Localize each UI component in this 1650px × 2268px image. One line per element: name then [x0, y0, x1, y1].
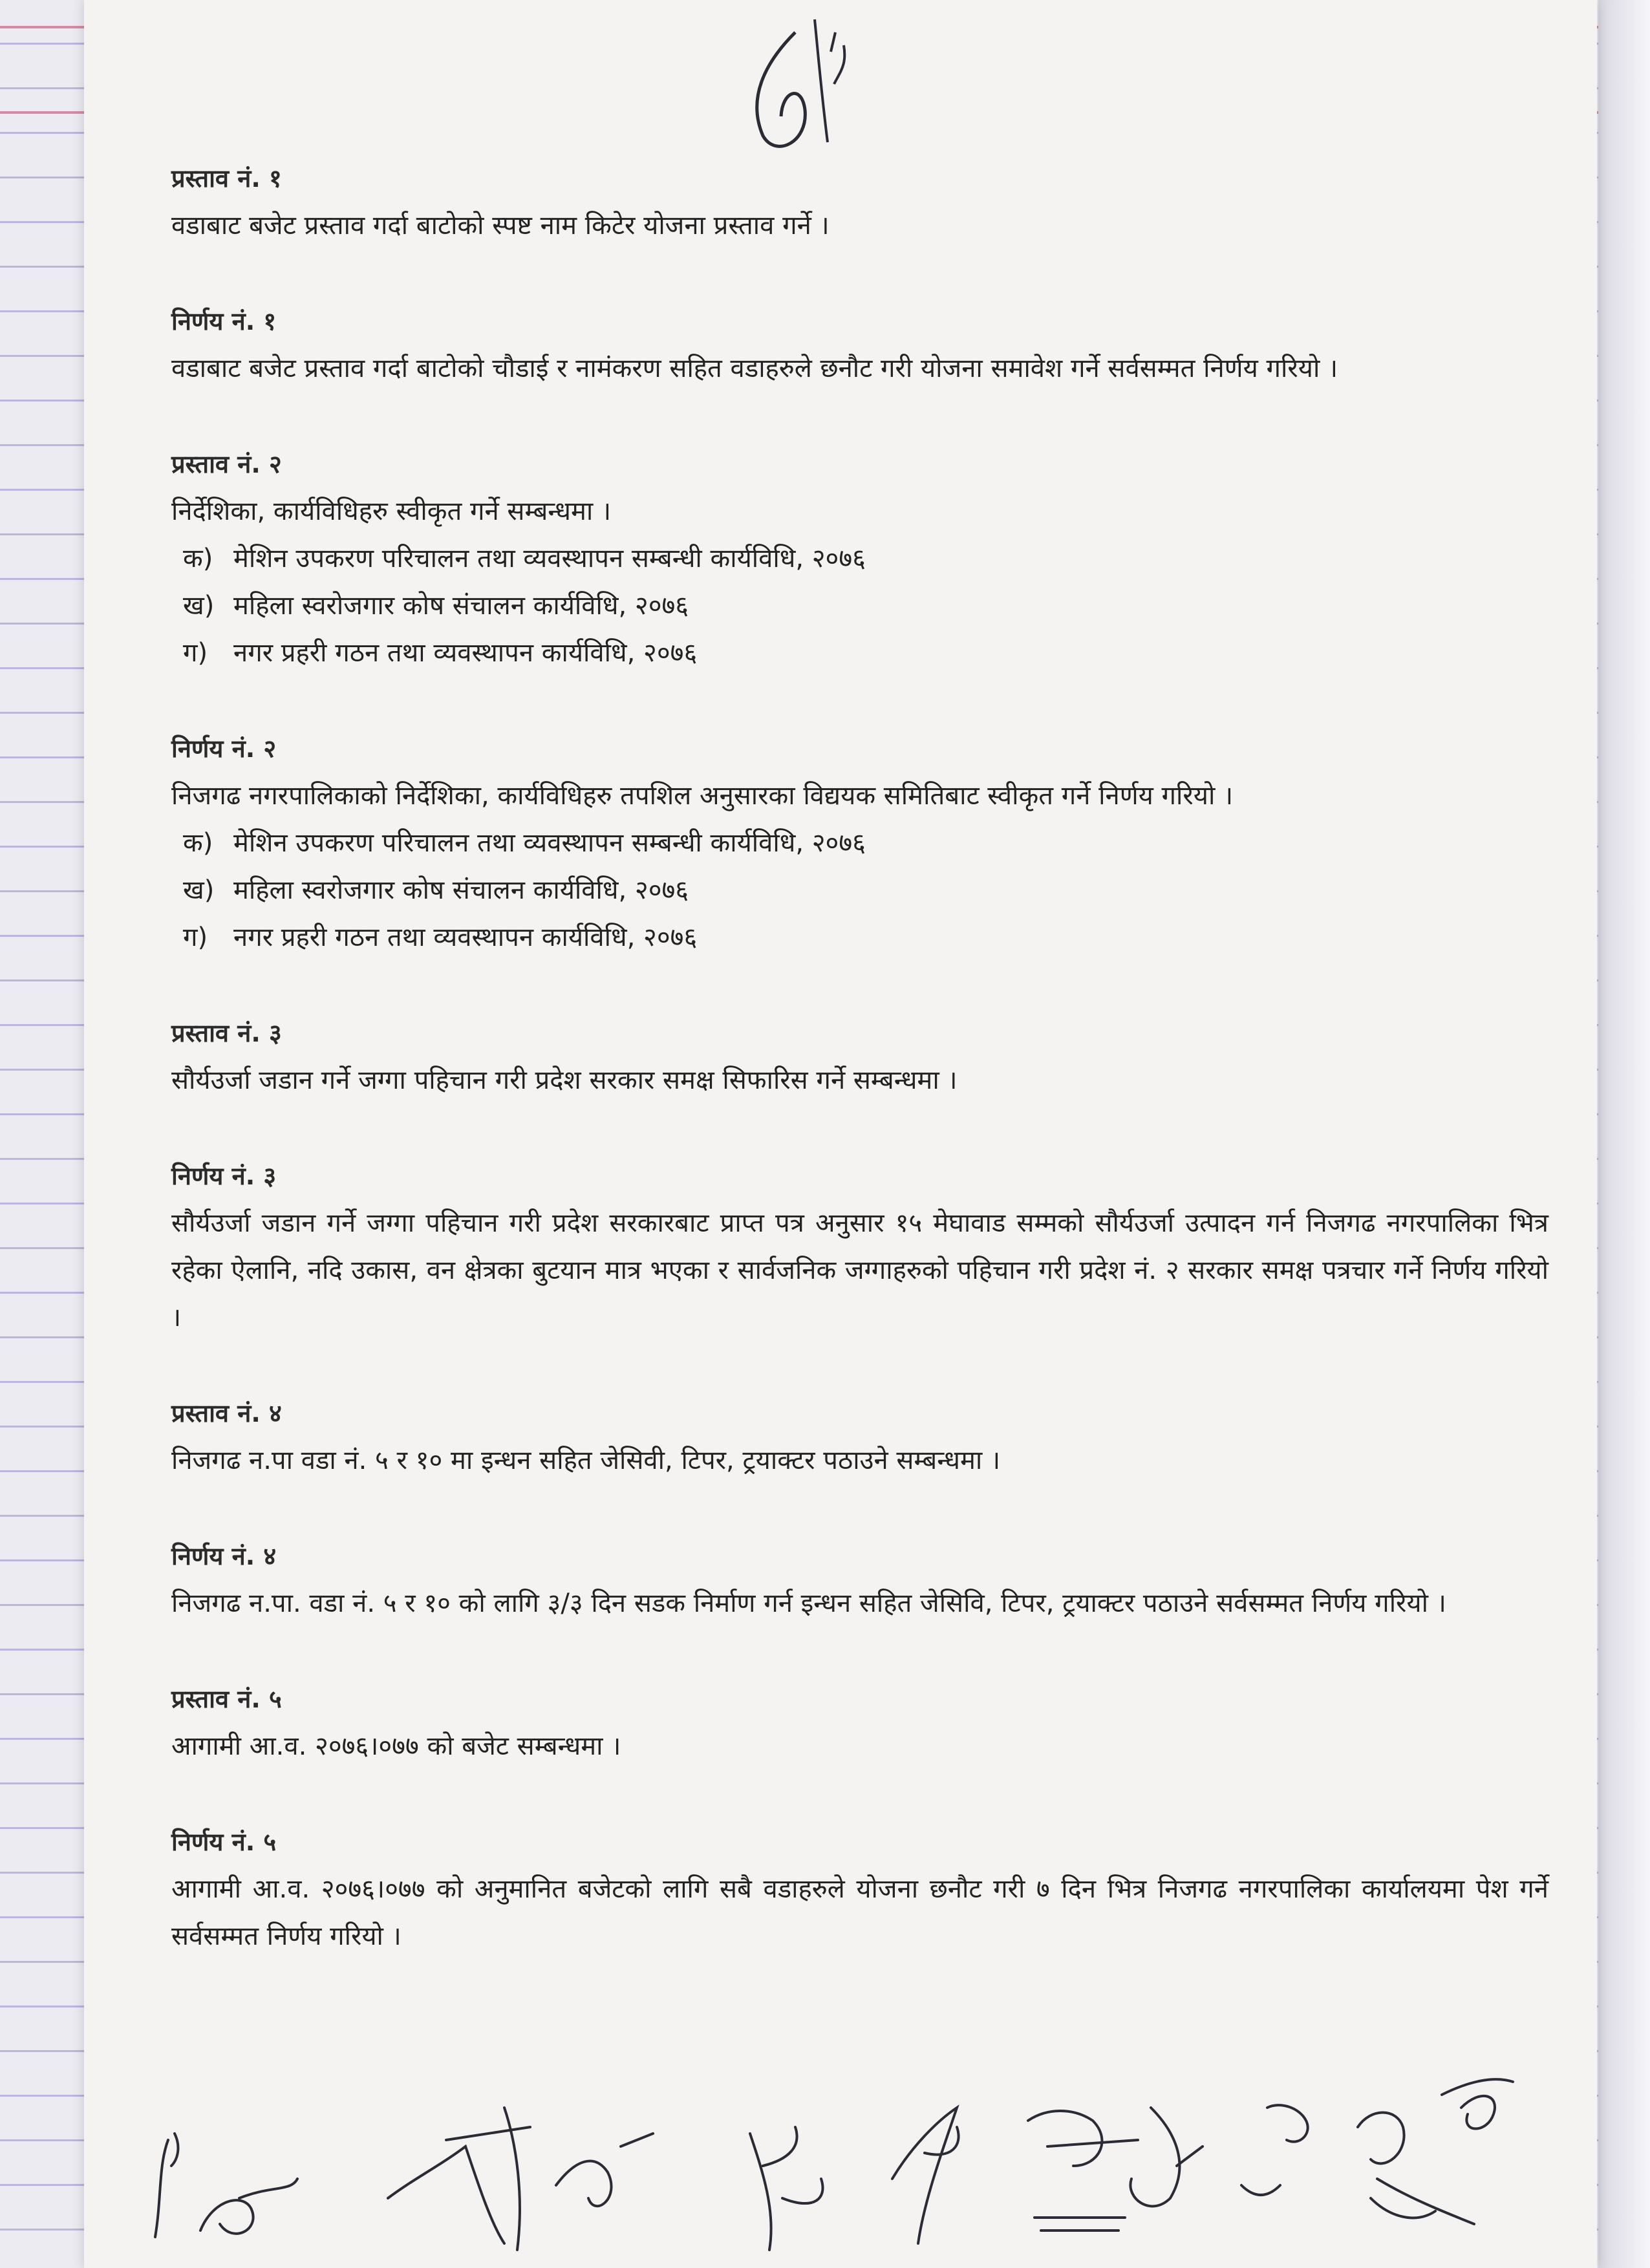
section-heading: प्रस्ताव नं. ३ [171, 1019, 282, 1047]
proposal-5 [171, 1676, 1548, 1770]
section-text: वडाबाट बजेट प्रस्ताव गर्दा बाटोको स्पष्ट नाम किटेर योजना प्रस्ताव गर्ने । [171, 211, 830, 241]
list-item-text: महिला स्वरोजगार कोष संचालन कार्यविधि, २०७६ [233, 591, 689, 621]
minutes-content [171, 155, 1548, 2009]
section-heading: प्रस्ताव नं. २ [171, 450, 282, 478]
decision-5 [171, 1819, 1548, 1960]
list-item [183, 630, 1548, 677]
signature-block [142, 2069, 1565, 2265]
list-item [183, 914, 1548, 961]
section-text: सौर्यउर्जा जडान गर्ने जग्गा पहिचान गरी प्रदेश सरकार समक्ष सिफारिस गर्ने सम्बन्धमा । [171, 1065, 958, 1095]
list-marker: ग) [183, 638, 208, 668]
section-text: आगामी आ.व. २०७६।०७७ को अनुमानित बजेटको लागि सबै वडाहरुले योजना छनौट गरी ७ दिन भित्र निजगढ नगरपालिका कार्यालयमा पेश गर्ने सर्वसम्मत निर्णय गरियो । [171, 1874, 1548, 1951]
procedure-list [171, 535, 1548, 677]
list-item-text: मेशिन उपकरण परिचालन तथा व्यवस्थापन सम्बन्धी कार्यविधि, २०७६ [233, 828, 866, 858]
proposal-3 [171, 1010, 1548, 1104]
document-sheet [84, 0, 1597, 2268]
list-item-text: नगर प्रहरी गठन तथा व्यवस्थापन कार्यविधि, २०७६ [233, 923, 698, 952]
list-item [183, 867, 1548, 914]
list-item [183, 820, 1548, 867]
section-heading: प्रस्ताव नं. ५ [171, 1685, 282, 1713]
section-text: निजगढ न.पा. वडा नं. ५ र १० को लागि ३/३ दिन सडक निर्माण गर्न इन्धन सहित जेसिवि, टिपर, ट्रयाक्टर पठाउने सर्वसम्मत निर्णय गरियो । [171, 1589, 1446, 1618]
section-text: आगामी आ.व. २०७६।०७७ को बजेट सम्बन्धमा । [171, 1731, 621, 1761]
decision-4 [171, 1533, 1548, 1627]
list-marker: ख) [183, 875, 215, 905]
list-item-text: मेशिन उपकरण परिचालन तथा व्यवस्थापन सम्बन्धी कार्यविधि, २०७६ [233, 544, 866, 573]
list-item-text: नगर प्रहरी गठन तथा व्यवस्थापन कार्यविधि, २०७६ [233, 638, 698, 668]
section-text: निजगढ नगरपालिकाको निर्देशिका, कार्यविधिहरु तपशिल अनुसारका विद्ययक समितिबाट स्वीकृत गर्ने निर्णय गरियो । [171, 781, 1234, 811]
list-marker: ख) [183, 591, 215, 621]
section-text: वडाबाट बजेट प्रस्ताव गर्दा बाटोको चौडाई र नामंकरण सहित वडाहरुले छनौट गरी योजना समावेश गर्ने सर्वसम्मत निर्णय गरियो । [171, 354, 1338, 383]
section-heading: निर्णय नं. ४ [171, 1542, 277, 1570]
section-heading: प्रस्ताव नं. १ [171, 164, 282, 193]
list-item-text: महिला स्वरोजगार कोष संचालन कार्यविधि, २०७६ [233, 875, 689, 905]
section-heading: प्रस्ताव नं. ४ [171, 1399, 282, 1428]
proposal-4 [171, 1390, 1548, 1484]
section-heading: निर्णय नं. १ [171, 307, 277, 336]
list-marker: क) [183, 828, 213, 858]
section-heading: निर्णय नं. २ [171, 734, 277, 763]
procedure-list [171, 820, 1548, 961]
list-marker: ग) [183, 923, 208, 952]
decision-1 [171, 298, 1548, 392]
section-text: निर्देशिका, कार्यविधिहरु स्वीकृत गर्ने सम्बन्धमा । [171, 497, 612, 526]
proposal-2 [171, 441, 1548, 677]
list-marker: क) [183, 544, 213, 573]
section-heading: निर्णय नं. ५ [171, 1828, 277, 1856]
section-text: निजगढ न.पा वडा नं. ५ र १० मा इन्धन सहित जेसिवी, टिपर, ट्रयाक्टर पठाउने सम्बन्धमा । [171, 1446, 1001, 1475]
decision-2 [171, 725, 1548, 961]
notebook-edge [1598, 0, 1650, 2268]
section-text: सौर्यउर्जा जडान गर्ने जग्गा पहिचान गरी प्रदेश सरकारबाट प्राप्त पत्र अनुसार १५ मेघावाड सम्मको सौर्यउर्जा उत्पादन गर्न निजगढ नगरपालिका भित्र रहेका ऐलानि, नदि उकास, वन क्षेत्रका बुटयान मात्र भएका र सार्वजनिक जग्गाहरुको पहिचान गरी प्रदेश नं. २ सरकार समक्ष पत्रचार गर्ने निर्णय गरियो । [171, 1208, 1548, 1332]
top-signature [698, 13, 866, 171]
section-heading: निर्णय नं. ३ [171, 1162, 277, 1190]
proposal-1 [171, 155, 1548, 250]
list-item [183, 583, 1548, 630]
list-item [183, 535, 1548, 583]
decision-3 [171, 1153, 1548, 1342]
